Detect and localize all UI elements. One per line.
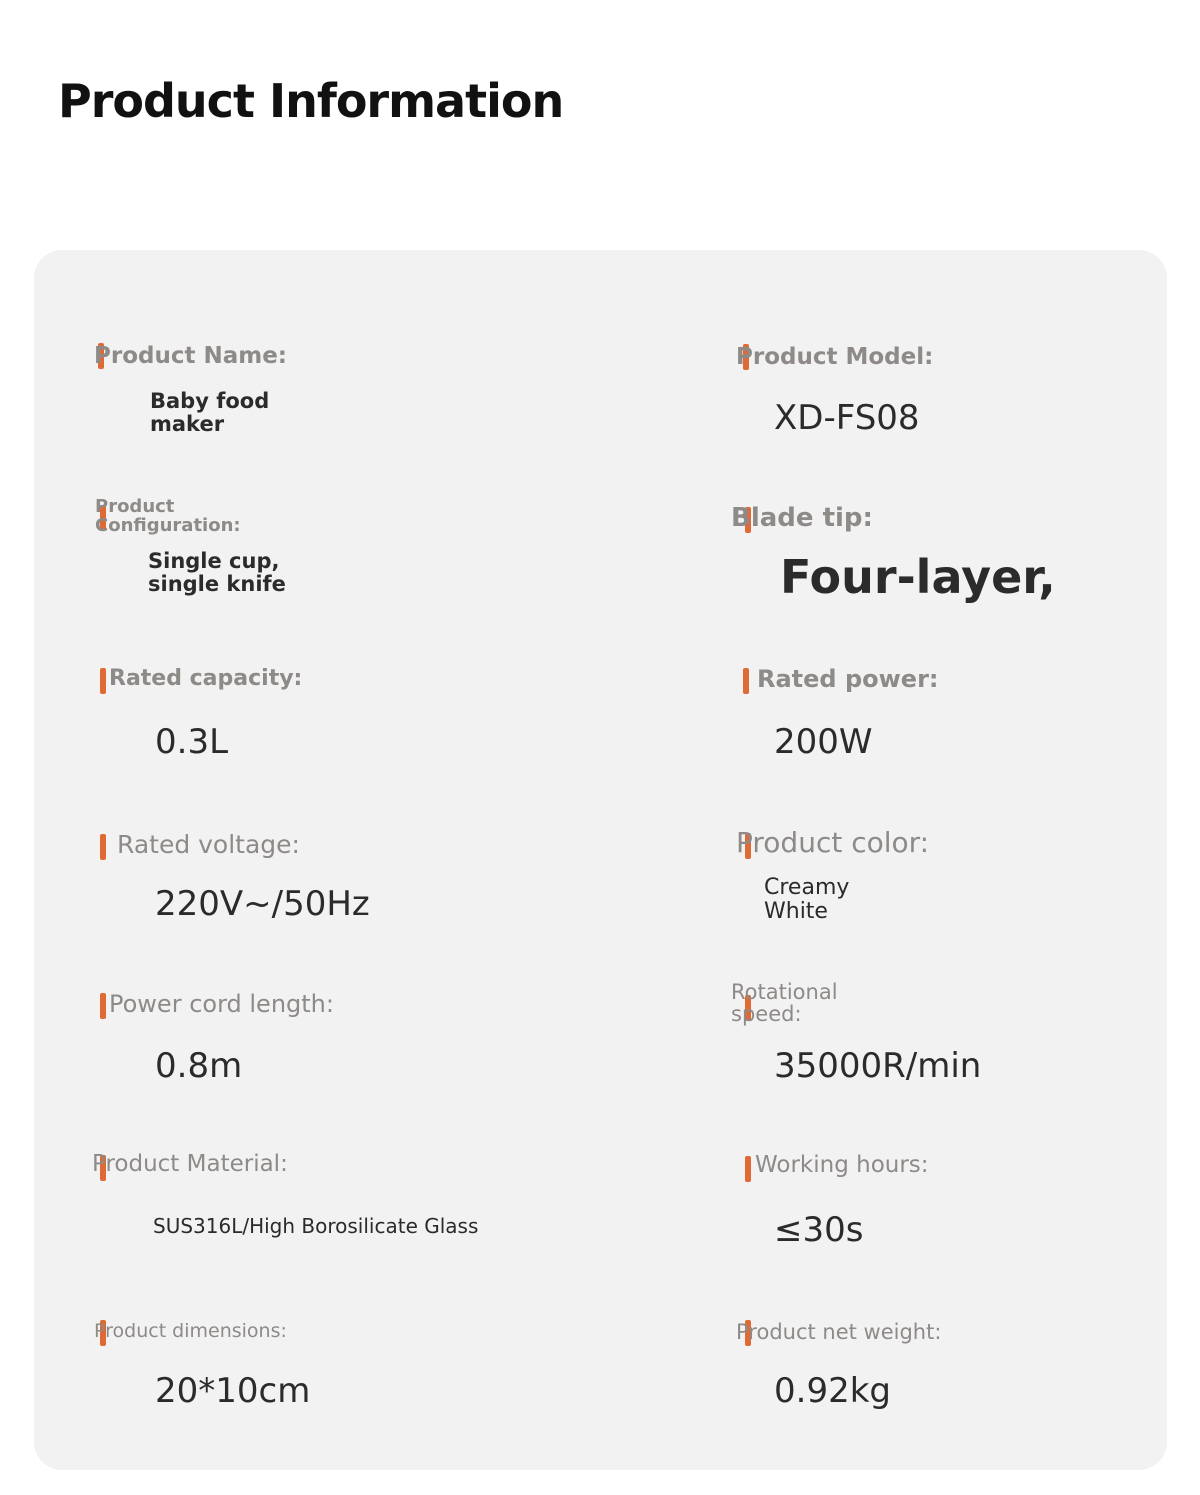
spec-label: Product net weight: [736, 1320, 942, 1344]
spec-value: 200W [774, 722, 873, 762]
spec-value: 0.8m [155, 1046, 243, 1086]
spec-value: 0.3L [155, 722, 229, 762]
accent-marker [743, 668, 749, 694]
spec-label: Product Model: [736, 344, 934, 370]
spec-label: Working hours: [755, 1152, 929, 1178]
spec-value: XD-FS08 [774, 398, 920, 438]
spec-value: SUS316L/High Borosilicate Glass [153, 1214, 479, 1238]
spec-label: Rated voltage: [117, 830, 300, 859]
spec-value: Single cup, single knife [148, 549, 286, 597]
spec-value: Baby food maker [150, 389, 270, 437]
spec-value: ≤30s [774, 1210, 864, 1250]
spec-label: Rated power: [757, 665, 939, 693]
spec-value: 20*10cm [155, 1371, 311, 1411]
accent-marker [100, 993, 106, 1019]
spec-label: Rotational speed: [731, 980, 838, 1027]
spec-value: 220V~/50Hz [155, 884, 370, 924]
page-title: Product Information [58, 74, 564, 128]
spec-label: Product dimensions: [94, 1320, 287, 1342]
spec-label: Blade tip: [731, 503, 873, 533]
spec-value: 0.92kg [774, 1371, 891, 1411]
accent-marker [100, 668, 106, 694]
spec-value: 35000R/min [774, 1046, 982, 1086]
spec-label: Product Name: [94, 343, 288, 369]
spec-label: Product Material: [92, 1151, 288, 1177]
spec-label: Product color: [736, 826, 930, 859]
spec-value: Creamy White [764, 875, 850, 925]
accent-marker [745, 1156, 751, 1182]
spec-label: Product Configuration: [95, 496, 241, 536]
spec-label: Rated capacity: [109, 666, 303, 691]
spec-value: Four-layer, [780, 550, 1056, 604]
spec-label: Power cord length: [109, 990, 334, 1018]
spec-card [34, 250, 1167, 1470]
accent-marker [100, 834, 106, 860]
